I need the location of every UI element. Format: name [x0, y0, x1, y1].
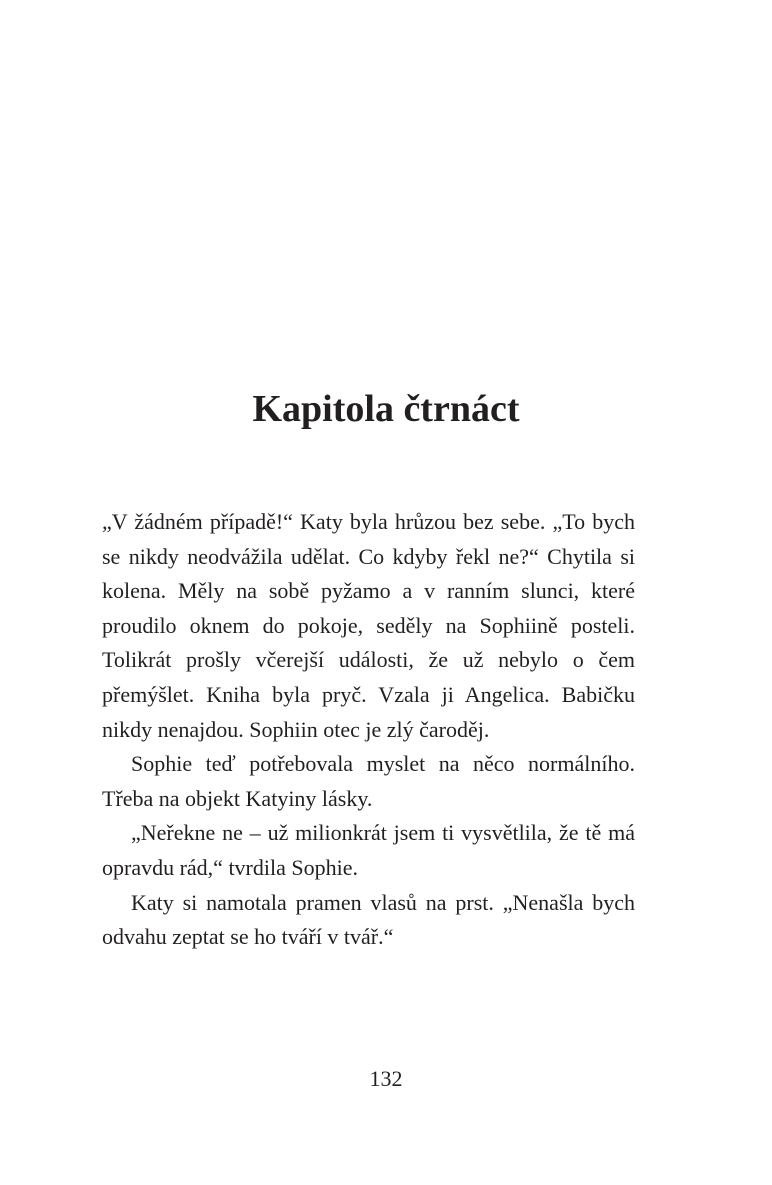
- chapter-title: Kapitola čtrnáct: [252, 388, 520, 430]
- paragraph-3: „Neřekne ne – už milionkrát jsem ti vysvětlila, že tě má opravdu rád,“ tvrdila Sophie.: [102, 820, 635, 880]
- paragraph-4: Katy si namotala pramen vlasů na prst. „Nenašla bych odvahu zeptat se ho tváří v tvář.“: [102, 889, 635, 950]
- body-text: [102, 505, 635, 955]
- page-number: 132: [369, 1066, 403, 1091]
- paragraph-2: Sophie teď potřebovala myslet na něco normálního. Třeba na objekt Katyiny lásky.: [102, 751, 635, 811]
- paragraph-1: „V žádném případě!“ Katy byla hrůzou bez sebe. „To bych se nikdy neodvážila udělat. Co kdyby řekl ne?“ Chytila si kolena. Měly na sobě pyžamo a v ranním slunci, které proudilo oknem do pokoje, seděly na Sophiině posteli. Tolikrát prošly včerejší události, že už nebylo o čem přemýšlet. Kniha byla pryč. Vzala ji Angelica. Babičku nikdy nenajdou. Sophiin otec je zlý čaroděj.: [102, 509, 635, 742]
